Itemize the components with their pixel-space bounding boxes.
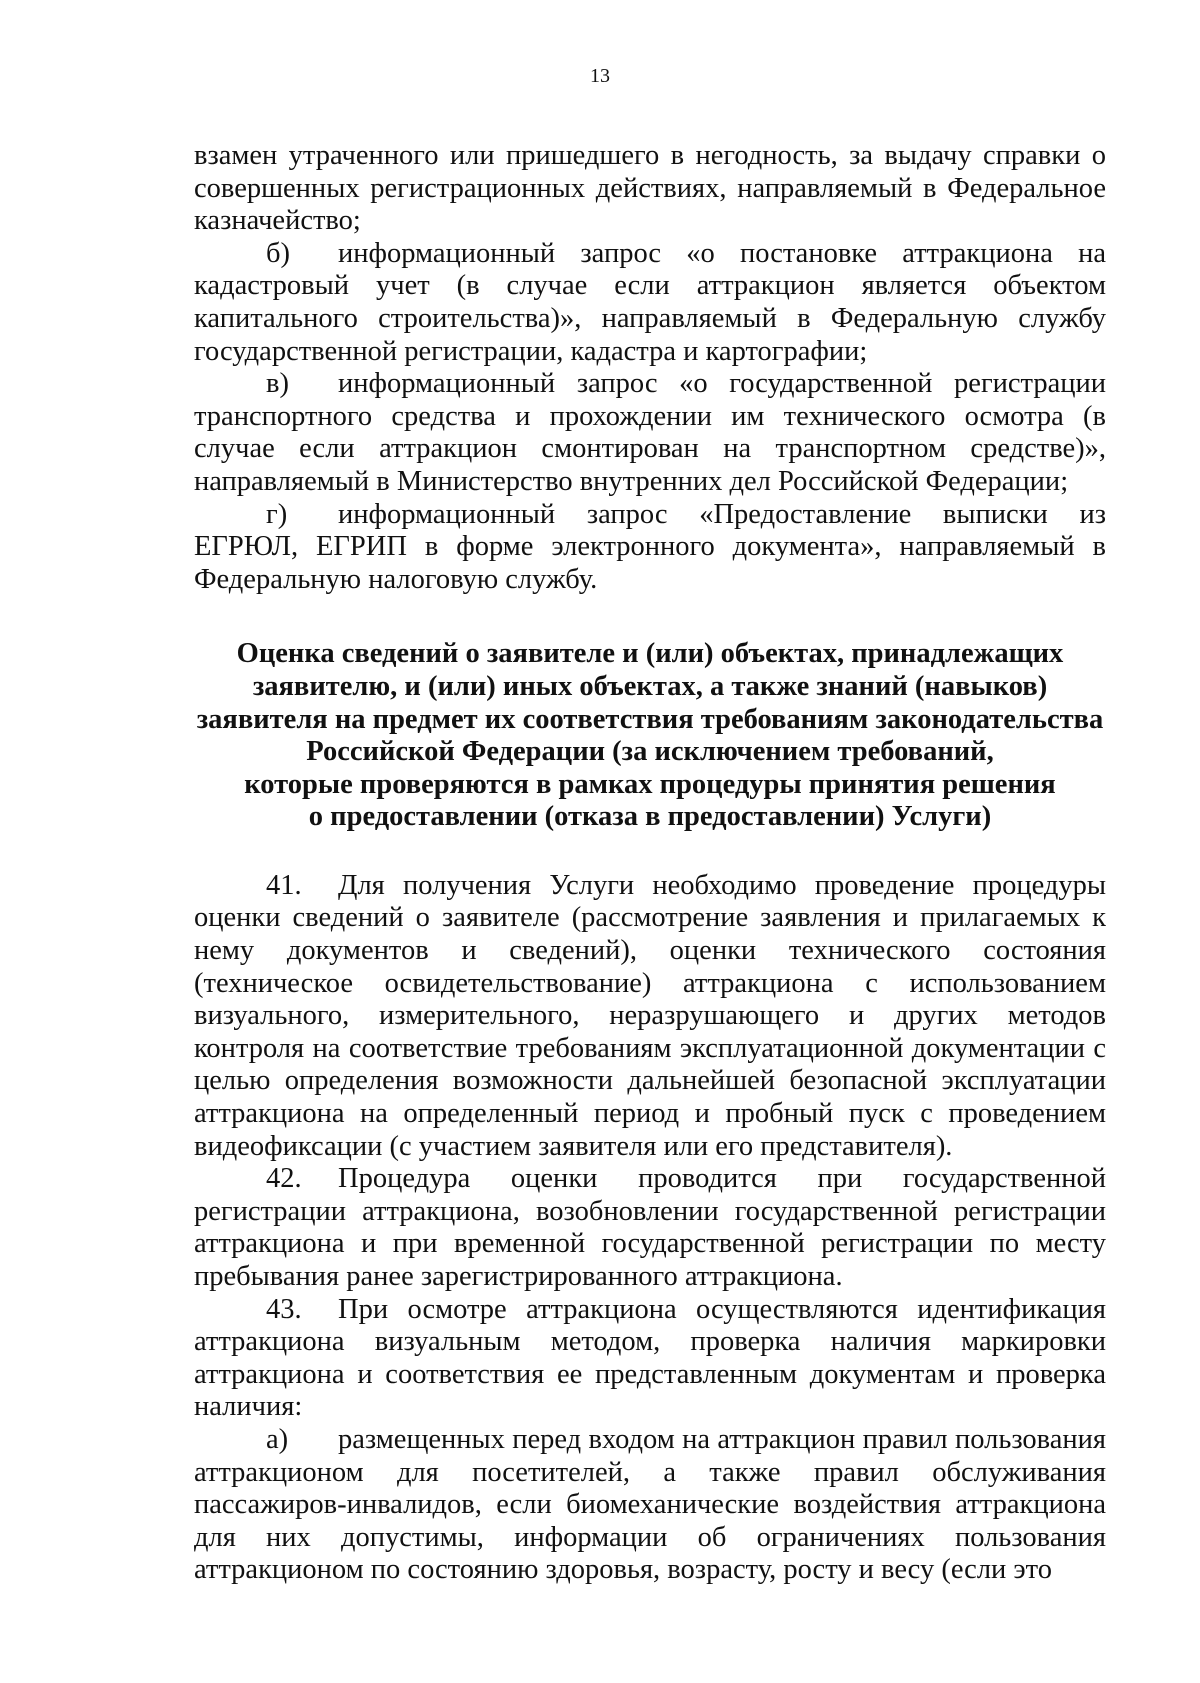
list-item-v (194, 368, 1106, 498)
page-number: 13 (590, 65, 610, 87)
heading-line: Российской Федерации (за исключением требований, (306, 736, 994, 768)
heading-line: Оценка сведений о заявителе и (или) объектах, принадлежащих (236, 638, 1064, 670)
list-marker: в) (266, 368, 289, 400)
paragraph-text: При осмотре аттракциона осуществляются идентификация аттракциона визуальным методом, проверка наличия маркировки аттракциона и соответствия ее представленным документам и проверка наличия: (194, 1293, 1106, 1423)
paragraph-text: Процедура оценки проводится при государственной регистрации аттракциона, возобновлении государственной регистрации аттракциона и при временной государственной регистрации по месту пребывания ранее зарегистрированного аттракциона. (194, 1163, 1106, 1292)
clause-number: 41. (266, 869, 302, 901)
list-marker: б) (266, 237, 290, 269)
document-body (194, 140, 1106, 1587)
heading-line: заявителя на предмет их соответствия требованиям законодательства (196, 703, 1104, 735)
heading-line: заявителю, и (или) иных объектах, а также знаний (навыков) (252, 670, 1048, 702)
heading-line: о предоставлении (отказа в предоставлении) Услуги) (308, 801, 992, 833)
clause-43 (194, 1294, 1106, 1424)
paragraph-text: взамен утраченного или пришедшего в негодность, за выдачу справки о совершенных регистрационных действиях, направляемый в Федеральное казначейство; (194, 140, 1106, 237)
clause-number: 42. (266, 1163, 302, 1195)
list-marker: а) (266, 1423, 289, 1455)
clause-42 (194, 1163, 1106, 1293)
list-item-a (194, 1424, 1106, 1587)
paragraph-text: информационный запрос «Предоставление выписки из ЕГРЮЛ, ЕГРИП в форме электронного документа», направляемый в Федеральную налоговую службу. (194, 498, 1106, 595)
heading-line: которые проверяются в рамках процедуры принятия решения (244, 768, 1056, 800)
list-marker: г) (266, 498, 288, 530)
section-heading (194, 638, 1106, 834)
paragraph-text: информационный запрос «о постановке аттракциона на кадастровый учет (в случае если аттракцион является объектом капитального строительства)», направляемый в Федеральную службу государственной регистрации, кадастра и картографии; (194, 237, 1106, 367)
paragraph-text: размещенных перед входом на аттракцион правил пользования аттракционом для посетителей, а также правил обслуживания пассажиров-инвалидов, если биомеханические воздействия аттракциона для них допустимы, информации об ограничениях пользования аттракционом по состоянию здоровья, возрасту, росту и весу (если это (194, 1423, 1106, 1586)
paragraph-continuation (194, 140, 1106, 238)
clause-number: 43. (266, 1293, 302, 1325)
paragraph-text: информационный запрос «о государственной регистрации транспортного средства и прохождении им технического осмотра (в случае если аттракцион смонтирован на транспортном средстве)», направляемый в Министерство внутренних дел Российской Федерации; (194, 368, 1106, 497)
clause-41 (194, 870, 1106, 1163)
paragraph-text: Для получения Услуги необходимо проведение процедуры оценки сведений о заявителе (рассмотрение заявления и прилагаемых к нему документов и сведений), оценки технического состояния (техническое освидетельствование) аттракциона с использованием визуального, измерительного, неразрушающего и других методов контроля на соответствие требованиям эксплуатационной документации с целью определения возможности дальнейшей безопасной эксплуатации аттракциона на определенный период и пробный пуск с проведением видеофиксации (с участием заявителя или его представителя). (194, 869, 1106, 1162)
list-item-g (194, 499, 1106, 597)
list-item-b (194, 238, 1106, 368)
